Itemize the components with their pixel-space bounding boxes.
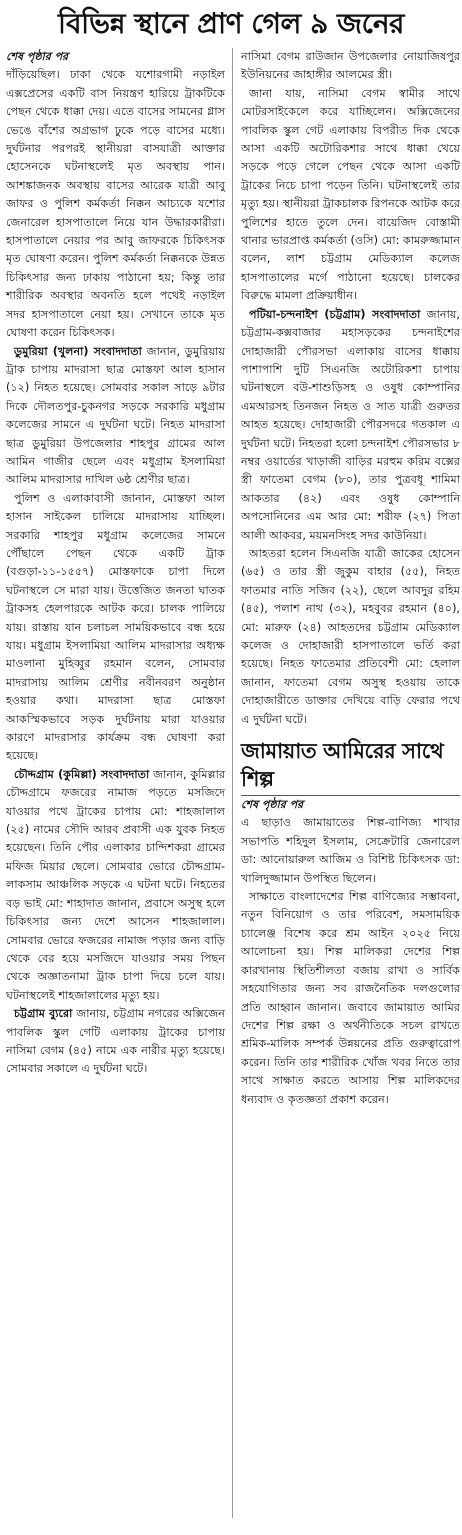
correspondent-lead: চট্টগ্রাম ব্যুরো — [14, 1007, 73, 1021]
paragraph-text: জানান, কুমিল্লার চৌদ্দগ্রামে ফজরের নামাজ পড়তে মসজিদে যাওয়ার পথে ট্রাকের চাপায় মো: শাহজালাল (২৫) নামের সৌদি আরব প্রবাসী এক যুবক নিহত হয়েছেন। তিনি পৌর এলাকার চান্দিশকরা গ্রামের মফিজ মিয়ার ছেলে। সোমবার ভোরে চৌদ্দগ্রাম-লাকসাম আঞ্চলিক সড়কে এ ঘটনা ঘটে। নিহতের বড় ভাই মো: শাহাদাত জানান, প্রবাসে অসুস্থ হলে চিকিৎসার জন্য দেশে আসেন শাহজালাল। সোমবার ভোরে ফজরের নামাজ পড়ার জন্য বাড়ি থেকে বের হয়ে মসজিদে যাওয়ার সময় পিছন থেকে অজ্ঞাতনামা ট্রাক চাপা দিয়ে চলে যায়। ঘটনাস্থলেই শাহজালালের মৃত্যু হয়। — [6, 767, 225, 1002]
correspondent-lead: চৌদ্দগ্রাম (কুমিল্লা) সংবাদদাতা — [14, 767, 150, 781]
headline: বিভিন্ন স্থানে প্রাণ গেল ৯ জনের — [58, 7, 404, 40]
sub-article-headline: জামায়াত আমিরের সাথে শিল্প — [241, 737, 460, 796]
paragraph-text: জানান, ডুমুরিয়ায় ট্রাক চাপায় মাদরাসা ছাত্র মোস্তফা আল হাসান (১২) নিহত হয়েছে। সোমবার সকাল সাড়ে ৯টার দিকে দৌলতপুর-চুকনগর সড়কে সরকারি মধুগ্রাম কলেজের সামনে এ দুর্ঘটনা ঘটে। নিহত মাদরাসা ছাত্র ডুমুরিয়া উপজেলার শাহপুর গ্রামের আল আমিন গাজীর ছেলে এবং মধুগ্রাম ইসলামিয়া আলিম মাদরাসার দাখিল ৬ষ্ঠ শ্রেণীর ছাত্র। — [6, 344, 225, 487]
article-paragraph: দাঁড়িয়েছিল। ঢাকা থেকে যশোরগামী নড়াইল এক্সপ্রেসের একটি বাস নিয়ন্ত্রণ হারিয়ে ট্রাকটিকে পেছন থেকে ধাক্কা দেয়। এতে বাসের সামনের গ্লাস ভেঙে বাঁশের অগ্রভাগ ঢুকে পড়ে বাসের মধ্যে। দুর্ঘটনার পরপরই স্থানীয়রা বাসযাত্রী আক্তার হোসেনকে ঘটনাস্থলেই মৃত অবস্থায় পান। আশঙ্কাজনক অবস্থায় বাসের আরেক যাত্রী আবু জাফর ও পুলিশ কর্মকর্তা নিক্কন আচ্যকে যশোর জেনারেল হাসপাতালে নিয়ে যান উদ্ধারকারীরা। হাসপাতালে নেয়ার পর আবু জাফরকে চিকিৎসক মৃত ঘোষণা করেন। পুলিশ কর্মকর্তা নিক্কনকে উন্নত চিকিৎসার জন্য ঢাকায় পাঠানো হয়; কিন্তু তার শারীরিক অবস্থার অবনতি হলে পথেই নড়াইল সদর হাসপাতালে নেয়া হয়। সেখানে তাকে মৃত ঘোষণা করেন চিকিৎসক। — [6, 68, 225, 340]
article-paragraph — [241, 306, 460, 545]
paragraph-text: জানায়, চট্টগ্রাম-কক্সবাজার মহাসড়কের চন্দনাইশের দোহাজারী পৌরসভা এলাকায় বাসের ধাক্কায় পাশাপাশি দুটি সিএনজি অটোরিকশা চাপায় ঘটনাস্থলে বউ-শাশুড়িসহ ও ওষুধ কোম্পানির এমআরসহ তিনজন নিহত ও সাত যাত্রী গুরুতর আহত হয়েছে। দোহাজারী পৌরসদরে গতকাল এ দুর্ঘটনা ঘটে। নিহতরা হলো চন্দনাইশ পৌরসভার ৮ নম্বর ওয়ার্ডের খাড়াজী বাড়ির মরহুম করিম বক্সের স্ত্রী ফাতেমা বেগম (৮০), তার পুত্রবধূ শামিমা আকতার (৪২) এবং ওষুধ কোম্পানি অপসোনিনের এম আর মো: শরীফ (২৭) পিতা আলী আকবর, ময়মনসিংহ সদর কাউনিয়া। — [241, 307, 460, 542]
left-column — [6, 48, 225, 1079]
article-paragraph: সাক্ষাতে বাংলাদেশের শিল্প বাণিজ্যের সম্ভাবনা, নতুন বিনিয়োগ ও তার পরিবেশ, সমসাময়িক চ্যালেঞ্জ বিশেষ করে শ্রম আইন ২০২৫ নিয়ে আলোচনা হয়। শিল্প মালিকরা দেশের শিল্প কারখানায় স্থিতিশীলতা বজায় রাখা ও সার্বিক সহযোগিতার জন্য সব রাজনৈতিক দলগুলোর প্রতি আহ্বান জানান। জবাবে জামায়াত আমির দেশের শিল্প রক্ষা ও অর্থনীতিকে সচল রাখতে শ্রমিক-মালিক সম্পর্ক উন্নয়নের প্রতি গুরুত্বারোপ করেন। তিনি তার শারীরিক খোঁজ খবর নিতে তার সাথে সাক্ষাত করতে আসায় শিল্প মালিকদের ধন্যবাদ ও কৃতজ্ঞতা প্রকাশ করেন। — [241, 890, 460, 1106]
article-paragraph: জানা যায়, নাসিমা বেগম স্বামীর সাথে মোটরসাইকেলে করে যাচ্ছিলেন। অক্সিজেনের পাবলিক স্কুল গেট এলাকায় বিপরীত দিক থেকে আসা একটি অটোরিকশার সাথে ধাক্কা খেয়ে সড়কে পড়ে গেলে পেছন থেকে আসা একটি ট্রাকের নিচে চাপা পড়েন তিনি। ঘটনাস্থলেই তার মৃত্যু হয়। স্থানীয়রা ট্রাকচালক রিপনকে আটক করে পুলিশের হাতে তুলে দেন। বায়েজিদ বোস্তামী থানার ভারপ্রাপ্ত কর্মকর্তা (ওসি) মো: কামরুজ্জামান বলেন, লাশ চট্টগ্রাম মেডিক্যাল কলেজ হাসপাতালের মর্গে পাঠানো হয়েছে। চালকের বিরুদ্ধে মামলা প্রক্রিয়াধীন। — [241, 86, 460, 303]
correspondent-lead: পটিয়া-চন্দনাইশ (চট্টগ্রাম) সংবাদদাতা — [249, 307, 421, 321]
article-paragraph: পুলিশ ও এলাকাবাসী জানান, মোস্তফা আল হাসান সাইকেল চালিয়ে মাদরাসায় যাচ্ছিল। সরকারি শাহপুর মধুগ্রাম কলেজের সামনে পৌঁছালে পেছন থেকে একটি ট্রাক (বগুড়া-১১-১৫৫৭) মোস্তফাকে চাপা দিলে ঘটনাস্থলে সে মারা যায়। উত্তেজিত জনতা ঘাতক ট্রাকসহ হেলপারকে আটক করে। চালক পালিয়ে যায়। রাস্তায় যান চলাচল সাময়িকভাবে বন্ধ হয়ে যায়। মধুগ্রাম ইসলামিয়া আলিম মাদরাসার অধ্যক্ষ মাওলানা মুহিব্বুর রহমান বলেন, সোমবার মাদরাসায় আলিম শ্রেণীর নবীনবরণ অনুষ্ঠান হওয়ার কথা। মাদরাসা ছাত্র মোস্তফা আকস্মিকভাবে সড়ক দুর্ঘটনায় মারা যাওয়ার কারণে মাদরাসার কার্যক্রম বন্ধ ঘোষণা করা হয়েছে। — [6, 491, 225, 763]
article-paragraph — [6, 766, 225, 1005]
paragraph-text: জানায়, চট্টগ্রাম নগরের অক্সিজেন পাবলিক স্কুল গেটি এলাকায় ট্রাকের চাপায় নাসিমা বেগম (৪৫) নামে এক নারীর মৃত্যু হয়েছে। সোমবার সকালে এ দুর্ঘটনা ঘটে। — [6, 1007, 225, 1076]
continuation-label: শেষ পৃষ্ঠার পর — [6, 50, 69, 63]
continuation-label: শেষ পৃষ্ঠার পর — [241, 798, 304, 812]
column-divider — [232, 48, 233, 1518]
article-paragraph: এ ছাড়াও জামায়াতের শিল্প-বাণিজ্য শাখার সভাপতি শহিদুল ইসলাম, সেক্রেটারি জেনারেল ডা: আনোয়ারুল আজিম ও বিশিষ্ট চিকিৎসক ডা: খালিদুজ্জামান উপস্থিত ছিলেন। — [241, 816, 460, 885]
article-paragraph: নাসিমা বেগম রাউজান উপজেলার নোয়াজিষপুর ইউনিয়নের জাহাঙ্গীর আলমের স্ত্রী। — [241, 50, 460, 82]
article-paragraph: আহতরা হলেন সিএনজি যাত্রী জাকের হোসেন (৬৫) ও তার স্ত্রী জুকুম বাহার (৫৫), নিহত ফাতমার নাতি সজিব (২২), ছেলে আবদুর রহিম (৪৫), পলাশ নাথ (৩২), মহবুবর রহমান (৪০), মো: মারুফ (২৪) আহতদের চট্টগ্রাম মেডিক্যাল কলেজ ও দোহাজারী হাসপাতালে ভর্তি করা হয়েছে। নিহত ফাতেমার প্রতিবেশী মো: হেলাল জানান, ফাতেমা বেগম অসুস্থ হওয়ায় তাকে দোহাজারীতে ডাক্তার দেখিয়ে বাড়ি ফেরার পথে এ দুর্ঘটনা ঘটে। — [241, 546, 460, 726]
correspondent-lead: ডুমুরিয়া (খুলনা) সংবাদদাতা — [14, 344, 142, 358]
right-column — [241, 48, 460, 1109]
article-paragraph — [6, 1005, 225, 1079]
article-paragraph — [6, 343, 225, 490]
